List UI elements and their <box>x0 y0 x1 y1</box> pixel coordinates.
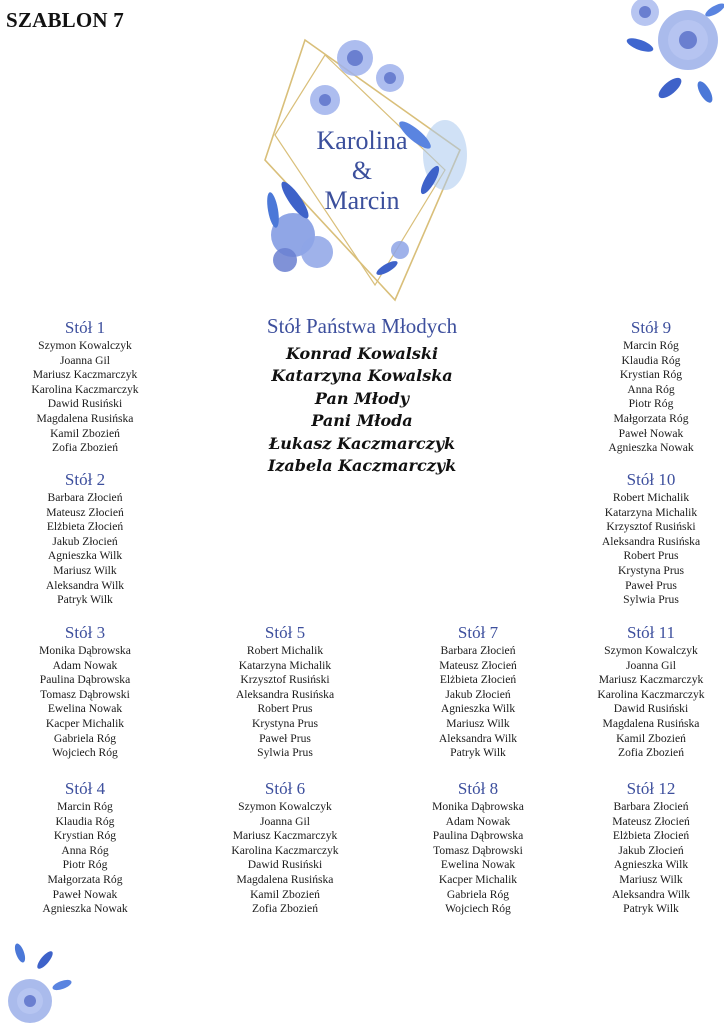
table-block <box>0 318 170 456</box>
guest-name: Mariusz Wilk <box>53 563 117 577</box>
guest-name: Dawid Rusiński <box>247 858 323 872</box>
guest-name: Magdalena Rusińska <box>236 872 334 886</box>
head-table-guest: Łukasz Kaczmarczyk <box>268 433 456 453</box>
guest-name: Gabriela Róg <box>446 887 510 901</box>
guest-name: Adam Nowak <box>445 814 511 828</box>
guest-name: Klaudia Róg <box>621 353 681 367</box>
template-label: SZABLON 7 <box>6 8 124 32</box>
guest-name: Patryk Wilk <box>623 902 679 916</box>
guest-name: Aleksandra Wilk <box>45 578 125 592</box>
guest-name: Magdalena Rusińska <box>602 716 700 730</box>
guest-name: Mariusz Wilk <box>446 716 510 730</box>
guest-name: Krzysztof Rusiński <box>606 520 696 534</box>
guest-name: Zofia Zbozień <box>252 902 318 916</box>
guest-name: Anna Róg <box>627 382 675 396</box>
guest-name: Dawid Rusiński <box>613 702 689 716</box>
guest-name: Mariusz Kaczmarczyk <box>32 368 138 382</box>
guest-name: Paulina Dąbrowska <box>432 829 524 843</box>
table-title: Stół 8 <box>457 779 499 798</box>
guest-name: Szymon Kowalczyk <box>38 339 132 352</box>
guest-name: Agnieszka Wilk <box>440 702 516 716</box>
guest-name: Szymon Kowalczyk <box>238 800 332 813</box>
bride-name: Karolina <box>316 126 408 155</box>
guest-name: Kacper Michalik <box>45 716 125 730</box>
table-title: Stół 7 <box>457 623 499 642</box>
guest-name: Paulina Dąbrowska <box>39 673 131 687</box>
guest-name: Zofia Zbozień <box>618 746 684 760</box>
head-table <box>232 314 492 477</box>
guest-name: Tomasz Dąbrowski <box>40 687 130 701</box>
guest-name: Krystian Róg <box>53 829 117 843</box>
table-block <box>200 623 370 761</box>
guest-name: Jakub Złocień <box>445 687 511 701</box>
guest-name: Ewelina Nowak <box>440 858 516 872</box>
guest-name: Barbara Złocień <box>440 644 516 657</box>
table-title: Stół 2 <box>64 470 106 489</box>
guest-name: Wojciech Róg <box>52 746 118 760</box>
table-block <box>566 623 724 761</box>
table-title: Stół 6 <box>264 779 306 798</box>
table-block <box>393 623 563 761</box>
guest-name: Paweł Prus <box>625 578 677 592</box>
guest-name: Kacper Michalik <box>438 872 518 886</box>
table-title: Stół 1 <box>64 318 106 337</box>
guest-name: Klaudia Róg <box>55 814 115 828</box>
guest-name: Kamil Zbozień <box>50 426 120 440</box>
head-table-guest: Pan Młody <box>314 388 410 408</box>
guest-name: Kamil Zbozień <box>250 887 320 901</box>
guest-name: Krystyna Prus <box>617 563 685 577</box>
guest-name: Jakub Złocień <box>618 843 684 857</box>
table-block <box>393 779 563 917</box>
couple-names <box>262 126 462 216</box>
guest-name: Marcin Róg <box>57 800 113 813</box>
guest-name: Piotr Róg <box>62 858 108 872</box>
table-title: Stół 5 <box>264 623 306 642</box>
guest-name: Paweł Nowak <box>52 887 118 901</box>
guest-name: Piotr Róg <box>628 397 674 411</box>
guest-name: Paweł Prus <box>259 731 311 745</box>
guest-name: Elżbieta Złocień <box>612 829 690 843</box>
guest-name: Agnieszka Wilk <box>613 858 689 872</box>
head-table-guest: Katarzyna Kowalska <box>271 366 453 386</box>
head-table-guest: Pani Młoda <box>311 411 413 431</box>
table-block <box>566 470 724 608</box>
guest-name: Mariusz Kaczmarczyk <box>598 673 704 687</box>
guest-name: Małgorzata Róg <box>47 872 123 886</box>
guest-name: Aleksandra Wilk <box>438 731 518 745</box>
guest-name: Patryk Wilk <box>57 593 113 607</box>
guest-name: Dawid Rusiński <box>47 397 123 411</box>
table-title: Stół 11 <box>626 623 676 642</box>
guest-name: Wojciech Róg <box>445 902 511 916</box>
guest-name: Anna Róg <box>61 843 109 857</box>
guest-name: Joanna Gil <box>626 658 676 672</box>
head-table-title: Stół Państwa Młodych <box>266 314 458 338</box>
guest-name: Sylwia Prus <box>623 593 679 607</box>
guest-name: Mariusz Kaczmarczyk <box>232 829 338 843</box>
flower-corner-top-right-icon <box>600 0 724 115</box>
guest-name: Katarzyna Michalik <box>604 505 698 519</box>
guest-name: Monika Dąbrowska <box>432 800 524 813</box>
table-title: Stół 9 <box>630 318 672 337</box>
guest-name: Krystyna Prus <box>251 716 319 730</box>
table-title: Stół 3 <box>64 623 106 642</box>
guest-name: Karolina Kaczmarczyk <box>597 687 705 701</box>
guest-name: Robert Prus <box>257 702 313 716</box>
head-table-guest: Izabela Kaczmarczyk <box>267 456 457 476</box>
guest-name: Agnieszka Nowak <box>42 902 128 916</box>
guest-name: Karolina Kaczmarczyk <box>231 843 339 857</box>
guest-name: Małgorzata Róg <box>613 411 689 425</box>
guest-name: Agnieszka Nowak <box>608 441 694 455</box>
guest-name: Katarzyna Michalik <box>238 658 332 672</box>
guest-name: Jakub Złocień <box>52 534 118 548</box>
guest-name: Krzysztof Rusiński <box>240 673 330 687</box>
guest-name: Barbara Złocień <box>613 800 689 813</box>
guest-name: Robert Michalik <box>246 644 324 657</box>
guest-name: Marcin Róg <box>623 339 679 352</box>
table-block <box>566 779 724 917</box>
head-table-guest: Konrad Kowalski <box>285 344 439 363</box>
guest-name: Mariusz Wilk <box>619 872 683 886</box>
guest-name: Elżbieta Złocień <box>439 673 517 687</box>
guest-name: Agnieszka Wilk <box>47 549 123 563</box>
flower-corner-bottom-left-icon <box>0 935 85 1024</box>
guest-name: Krystian Róg <box>619 368 683 382</box>
table-title: Stół 10 <box>626 470 676 489</box>
guest-name: Mateusz Złocień <box>439 658 517 672</box>
table-block <box>566 318 724 456</box>
guest-name: Adam Nowak <box>52 658 118 672</box>
table-title: Stół 12 <box>626 779 676 798</box>
guest-name: Aleksandra Rusińska <box>601 534 701 548</box>
guest-name: Elżbieta Złocień <box>46 520 124 534</box>
guest-name: Aleksandra Wilk <box>611 887 691 901</box>
guest-name: Aleksandra Rusińska <box>235 687 335 701</box>
table-title: Stół 4 <box>64 779 106 798</box>
guest-name: Karolina Kaczmarczyk <box>31 382 139 396</box>
guest-name: Tomasz Dąbrowski <box>433 843 523 857</box>
table-block <box>0 470 170 608</box>
guest-name: Mateusz Złocień <box>46 505 124 519</box>
guest-name: Gabriela Róg <box>53 731 117 745</box>
guest-name: Magdalena Rusińska <box>36 411 134 425</box>
guest-name: Sylwia Prus <box>257 746 313 760</box>
guest-name: Mateusz Złocień <box>612 814 690 828</box>
guest-name: Barbara Złocień <box>47 491 123 504</box>
guest-name: Ewelina Nowak <box>47 702 123 716</box>
guest-name: Szymon Kowalczyk <box>604 644 698 657</box>
guest-name: Monika Dąbrowska <box>39 644 131 657</box>
table-block <box>0 779 170 917</box>
table-block <box>0 623 170 761</box>
guest-name: Joanna Gil <box>260 814 310 828</box>
groom-name: Marcin <box>324 186 400 215</box>
guest-name: Zofia Zbozień <box>52 441 118 455</box>
guest-name: Paweł Nowak <box>618 426 684 440</box>
guest-name: Joanna Gil <box>60 353 110 367</box>
guest-name: Robert Prus <box>623 549 679 563</box>
guest-name: Patryk Wilk <box>450 746 506 760</box>
ampersand: & <box>351 156 373 185</box>
table-block <box>200 779 370 917</box>
guest-name: Kamil Zbozień <box>616 731 686 745</box>
guest-name: Robert Michalik <box>612 491 690 504</box>
